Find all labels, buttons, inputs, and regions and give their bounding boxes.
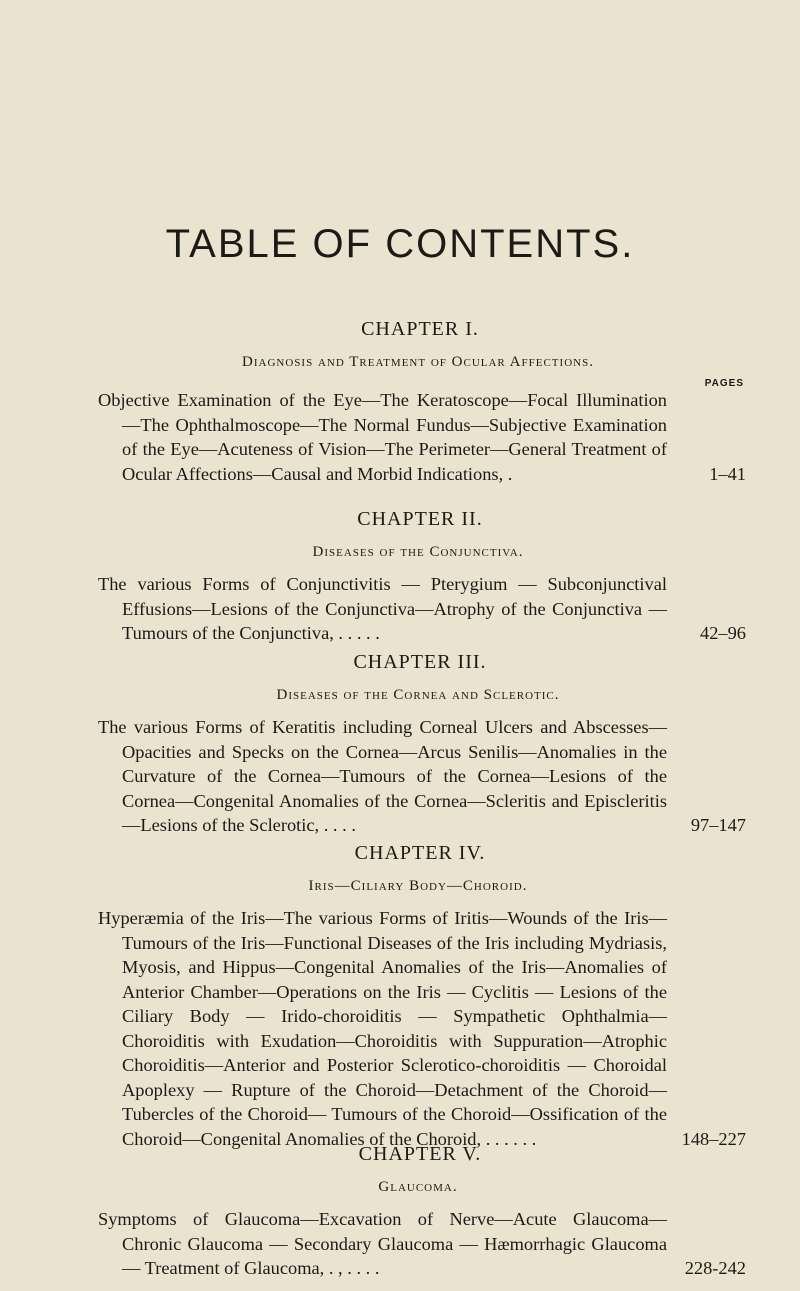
chapter-entry [98,715,746,838]
chapter-subtitle: Iris—Ciliary Body—Choroid. [308,878,528,894]
chapter-entry [98,1207,746,1281]
page-range: 148–227 [681,1128,746,1149]
chapter-subtitle: Diseases of the Cornea and Sclerotic. [276,687,560,703]
chapter-heading: CHAPTER V. [358,1143,482,1165]
chapter-3 [98,649,746,838]
chapter-contents: Objective Examination of the Eye—The Keratoscope—Focal Illumination —The Ophthalmoscope—The Normal Fundus—Subjective Examination of the Eye—Acuteness of Vision—The Perimeter—General Treatment of Ocular Affections—Causal and Morbid Indications, . [98,390,667,484]
chapter-heading: CHAPTER III. [353,651,487,673]
chapter-entry [98,906,746,1151]
chapter-2 [98,506,746,646]
chapter-5 [98,1141,746,1281]
chapter-entry [98,572,746,646]
page-range: 1–41 [709,463,746,484]
page-range: 228-242 [684,1258,746,1278]
chapter-subtitle: Glaucoma. [378,1179,458,1195]
chapter-contents: Symptoms of Glaucoma—Excavation of Nerve—Acute Glaucoma—Chronic Glaucoma — Secondary Glaucoma — Hæmorrhagic Glaucoma — Treatment of Glaucoma, . , . . . . [98,1209,667,1278]
page-title: TABLE OF CONTENTS. [165,222,635,266]
chapter-heading: CHAPTER II. [357,508,483,530]
chapter-contents: The various Forms of Keratitis including Corneal Ulcers and Abscesses— Opacities and Specks on the Cornea—Arcus Senilis—Anomalies in the Curvature of the Cornea—Tumours of the Cornea—Lesions of the Cornea—Congenital Anomalies of the Cornea—Scleritis and Episcleritis—Lesions of the Sclerotic, . . . . [98,717,667,835]
pages-column-label: PAGES [704,378,744,389]
chapter-subtitle: Diagnosis and Treatment of Ocular Affections. [242,354,594,370]
chapter-entry [98,388,746,486]
chapter-contents: Hyperæmia of the Iris—The various Forms of Iritis—Wounds of the Iris—Tumours of the Iris—Functional Diseases of the Iris including Mydriasis, Myosis, and Hippus—Congenital Anomalies of the Iris—Anomalies of Anterior Chamber—Operations on the Iris — Cyclitis — Lesions of the Ciliary Body — Irido-choroiditis — Sympathetic Ophthalmia—Choroiditis with Exudation—Choroiditis with Suppuration—Atrophic Choroiditis—Anterior and Posterior Sclerotico-choroiditis — Choroidal Apoplexy — Rupture of the Choroid—Detachment of the Choroid—Tubercles of the Choroid— Tumours of the Choroid—Ossification of the Choroid—Congenital Anomalies of the Choroid, . . . . . . [98,908,667,1149]
page-range: 97–147 [690,815,746,835]
chapter-heading: CHAPTER IV. [354,842,486,864]
chapter-heading: CHAPTER I. [361,318,479,340]
chapter-1 [98,316,746,486]
chapter-contents: The various Forms of Conjunctivitis — Pterygium — Subconjunctival Effusions—Lesions of the Conjunctiva—Atrophy of the Conjunctiva —Tumours of the Conjunctiva, . . . . . [98,574,667,643]
chapter-subtitle: Diseases of the Conjunctiva. [312,544,524,560]
page-range: 42–96 [700,623,746,643]
chapter-4 [98,840,746,1151]
